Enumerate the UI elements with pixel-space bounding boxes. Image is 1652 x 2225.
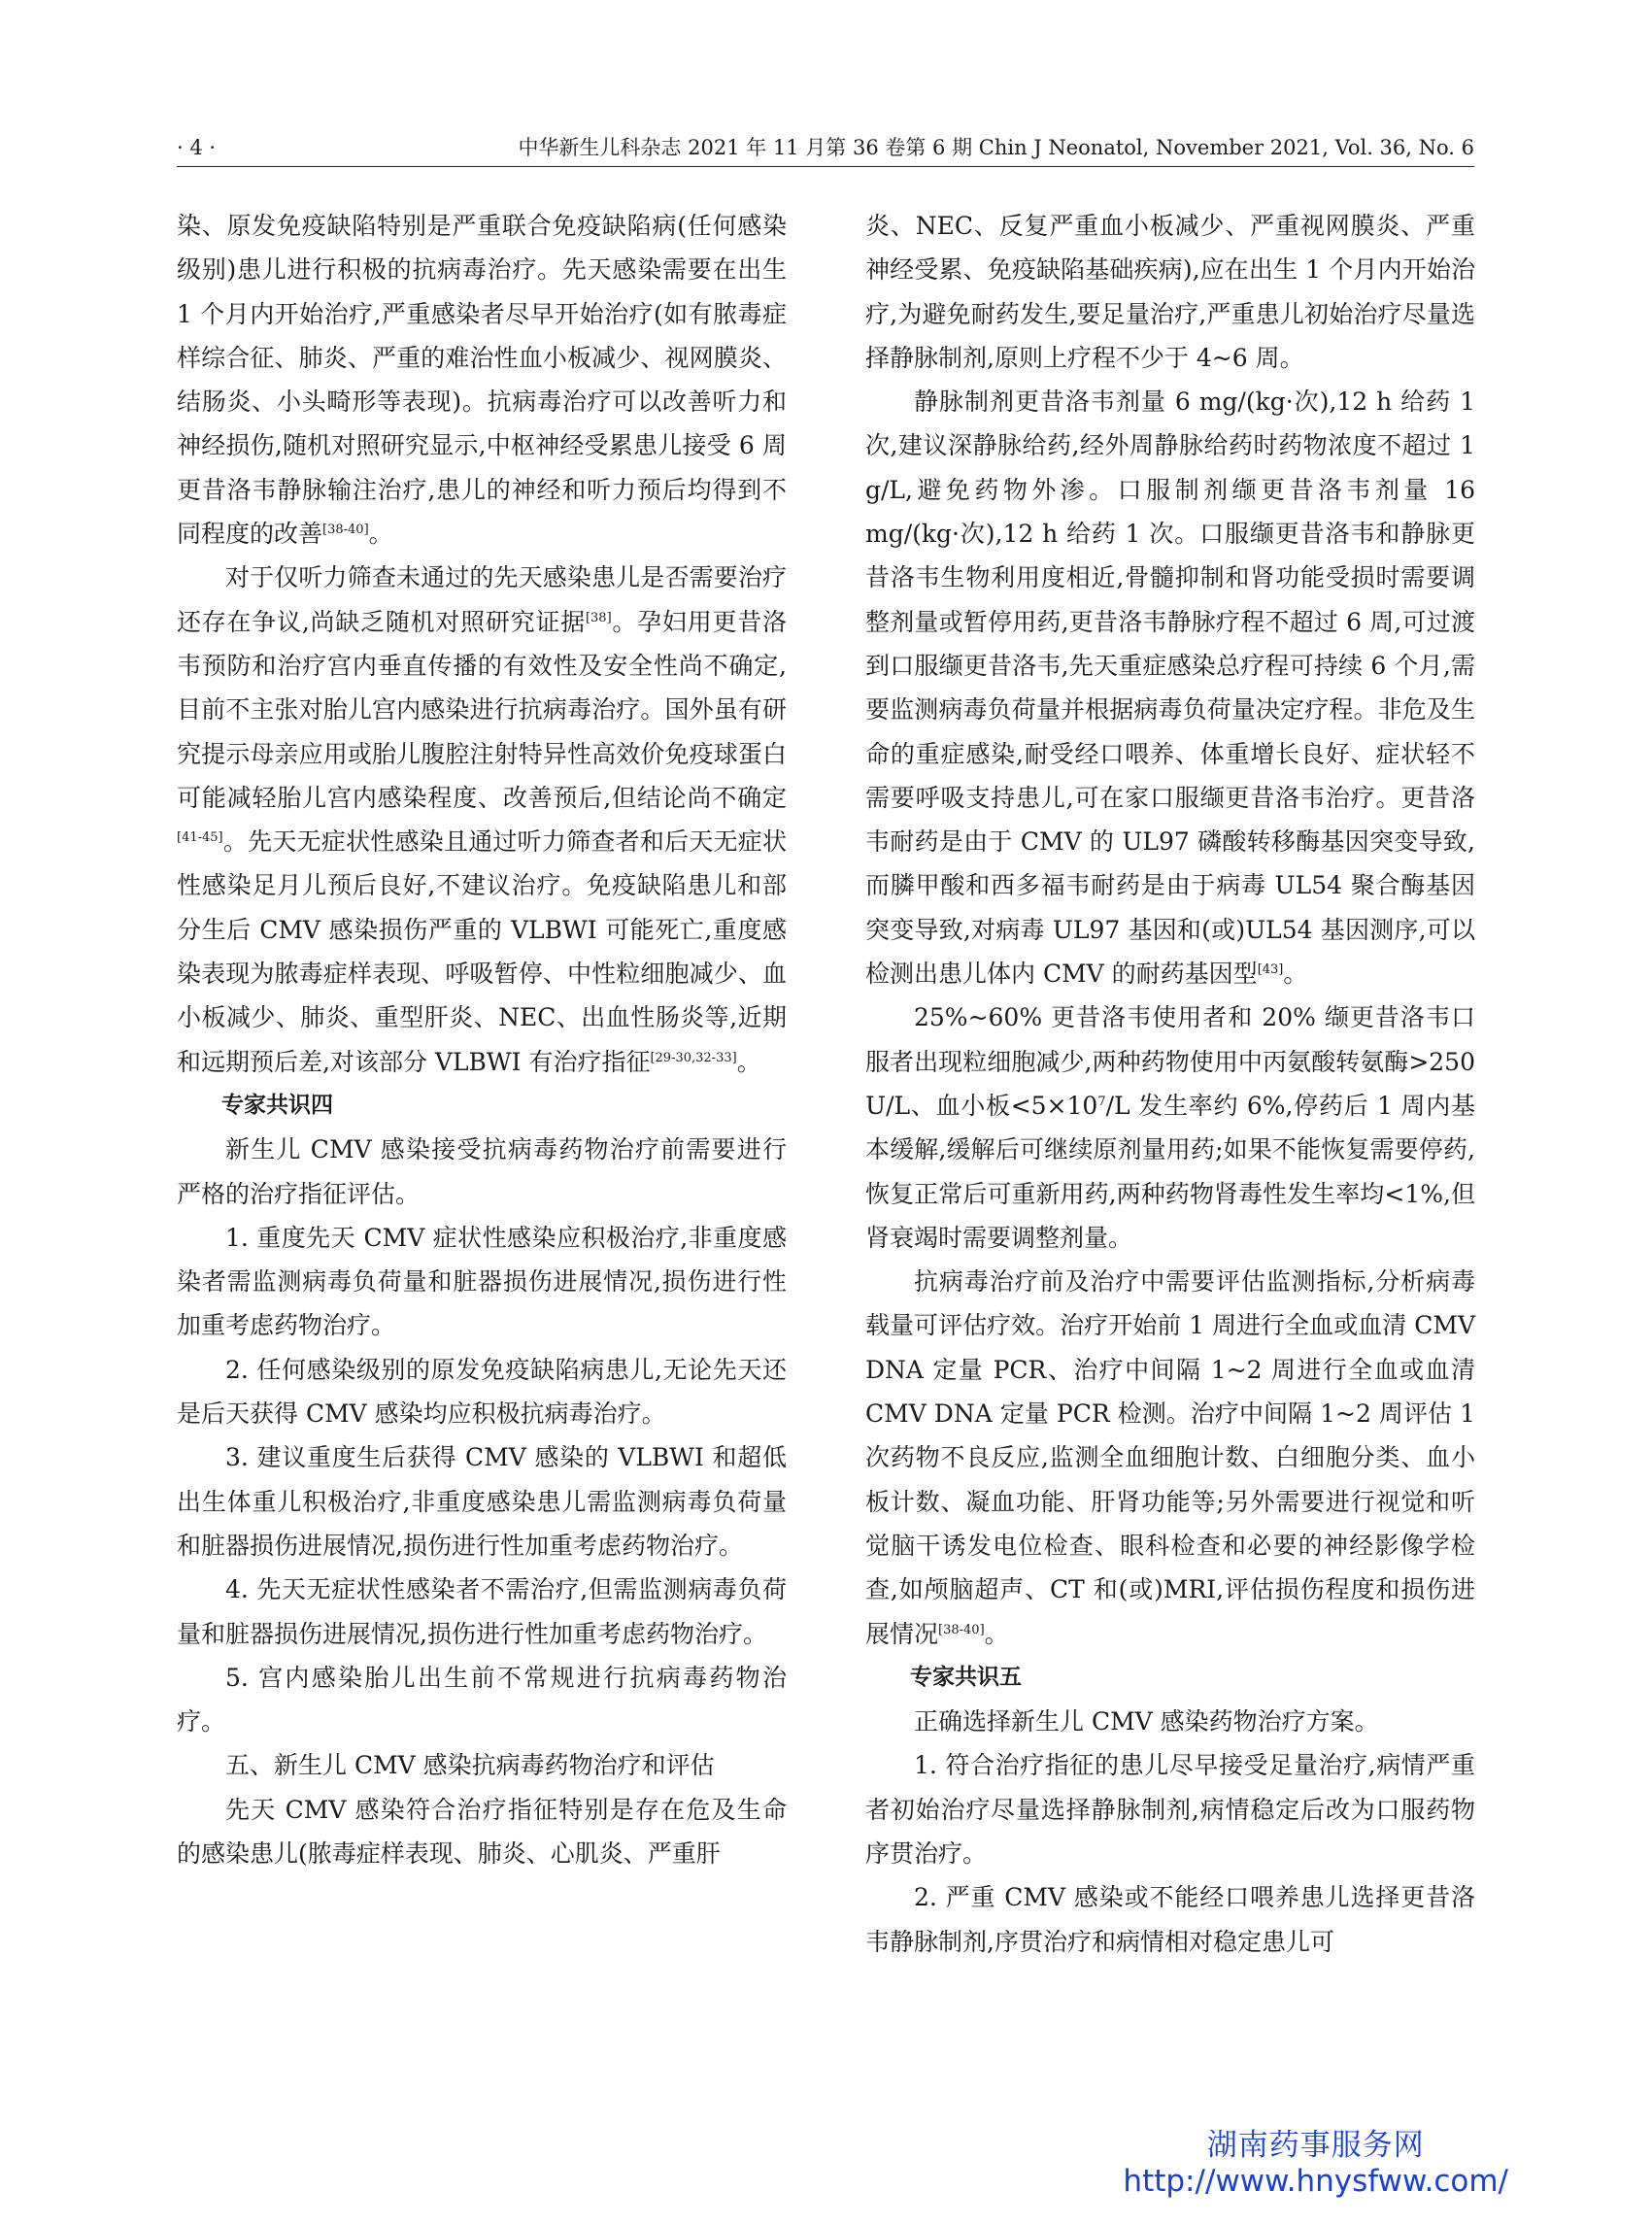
section-heading: 专家共识五 — [910, 1664, 1022, 1690]
page-number: · 4 · — [177, 136, 217, 159]
list-item: 2. 任何感染级别的原发免疫缺陷病患儿,无论先天还是后天获得 CMV 感染均应积极抗病毒治疗。 — [177, 1355, 787, 1429]
citation-ref: [43] — [1257, 962, 1284, 978]
section-heading: 专家共识四 — [221, 1092, 333, 1118]
paragraph: 25%~60% 更昔洛韦使用者和 20% 缬更昔洛韦口服者出现粒细胞减少,两种药物使用中丙氨酸转氨酶>250 U/L、血小板$<5\times 10^7/L$ 发生率约 6%,停药后 1 周内基本缓解,缓解后可继续原剂量用药;如果不能恢复需要停药,恢复正常后可重新用药,两种药物肾毒性发生率均<1%,但肾衰竭时需要调整剂量。 — [865, 1003, 1475, 1252]
paragraph: 正确选择新生儿 CMV 感染药物治疗方案。 — [914, 1707, 1379, 1736]
running-header — [177, 131, 1474, 167]
paragraph: 对于仅听力筛查未通过的先天感染患儿是否需要治疗还存在争议,尚缺乏随机对照研究证据[38]。孕妇用更昔洛韦预防和治疗宫内垂直传播的有效性及安全性尚不确定,目前不主张对胎儿宫内感染进行抗病毒治疗。国外虽有研究提示母亲应用或胎儿腹腔注射特异性高效价免疫球蛋白可能减轻胎儿宫内感染程度、改善预后,但结论尚不确定[41-45]。先天无症状性感染且通过听力筛查者和后天无症状性感染足月儿预后良好,不建议治疗。免疫缺陷患儿和部分生后 CMV 感染损伤严重的 VLBWI 可能死亡,重度感染表现为脓毒症样表现、呼吸暂停、中性粒细胞减少、血小板减少、肺炎、重型肝炎、NEC、出血性肠炎等,近期和远期预后差,对该部分 VLBWI 有治疗指征[29-30,32-33]。 — [177, 563, 787, 1076]
citation-ref: [29-30,32-33] — [650, 1050, 737, 1065]
left-column — [177, 204, 787, 1875]
list-item: 2. 严重 CMV 感染或不能经口喂养患儿选择更昔洛韦静脉制剂,序贯治疗和病情相对稳定患儿可 — [865, 1883, 1475, 1956]
list-item: 1. 重度先天 CMV 症状性感染应积极治疗,非重度感染者需监测病毒负荷量和脏器损伤进展情况,损伤进行性加重考虑药物治疗。 — [177, 1223, 787, 1340]
section-title: 五、新生儿 CMV 感染抗病毒药物治疗和评估 — [225, 1751, 715, 1780]
journal-citation: 中华新生儿科杂志 2021 年 11 月第 36 卷第 6 期 Chin J Neonatol, November 2021, Vol. 36, No. 6 — [518, 136, 1474, 159]
right-column — [865, 204, 1475, 1964]
list-item: 1. 符合治疗指征的患儿尽早接受足量治疗,病情严重者初始治疗尽量选择静脉制剂,病情稳定后改为口服药物序贯治疗。 — [865, 1751, 1475, 1868]
paragraph: 新生儿 CMV 感染接受抗病毒药物治疗前需要进行严格的治疗指征评估。 — [177, 1135, 787, 1208]
paragraph: 炎、NEC、反复严重血小板减少、严重视网膜炎、严重神经受累、免疫缺陷基础疾病),应在出生 1 个月内开始治疗,为避免耐药发生,要足量治疗,严重患儿初始治疗尽量选择静脉制剂,原则上疗程不少于 4~6 周。 — [865, 212, 1475, 372]
list-item: 5. 宫内感染胎儿出生前不常规进行抗病毒药物治疗。 — [177, 1663, 787, 1736]
watermark — [1123, 2127, 1508, 2199]
watermark-site-name: 湖南药事服务网 — [1206, 2128, 1425, 2163]
watermark-url: http://www.hnysfww.com/ — [1123, 2164, 1508, 2199]
paragraph: 抗病毒治疗前及治疗中需要评估监测指标,分析病毒载量可评估疗效。治疗开始前 1 周进行全血或血清 CMV DNA 定量 PCR、治疗中间隔 1~2 周进行全血或血清 CMV DNA 定量 PCR 检测。治疗中间隔 1~2 周评估 1 次药物不良反应,监测全血细胞计数、白细胞分类、血小板计数、凝血功能、肝肾功能等;另外需要进行视觉和听觉脑干诱发电位检查、眼科检查和必要的神经影像学检查,如颅脑超声、CT 和(或)MRI,评估损伤程度和损伤进展情况[38-40]。 — [865, 1267, 1475, 1648]
paragraph: 静脉制剂更昔洛韦剂量 6 mg/(kg·次),12 h 给药 1 次,建议深静脉给药,经外周静脉给药时药物浓度不超过 1 g/L,避免药物外渗。口服制剂缬更昔洛韦剂量 16 mg/(kg·次),12 h 给药 1 次。口服缬更昔洛韦和静脉更昔洛韦生物利用度相近,骨髓抑制和肾功能受损时需要调整剂量或暂停用药,更昔洛韦静脉疗程不超过 6 周,可过渡到口服缬更昔洛韦,先天重症感染总疗程可持续 6 个月,需要监测病毒负荷量并根据病毒负荷量决定疗程。非危及生命的重症感染,耐受经口喂养、体重增长良好、症状轻不需要呼吸支持患儿,可在家口服缬更昔洛韦治疗。更昔洛韦耐药是由于 CMV 的 UL97 磷酸转移酶基因突变导致,而膦甲酸和西多福韦耐药是由于病毒 UL54 聚合酶基因突变导致,对病毒 UL97 基因和(或)UL54 基因测序,可以检测出患儿体内 CMV 的耐药基因型[43]。 — [865, 388, 1475, 989]
citation-ref: [41-45] — [177, 830, 223, 846]
paragraph: 先天 CMV 感染符合治疗指征特别是存在危及生命的感染患儿(脓毒症样表现、肺炎、心肌炎、严重肝 — [177, 1795, 787, 1868]
citation-ref: [38-40] — [938, 1622, 985, 1637]
paragraph: 染、原发免疫缺陷特别是严重联合免疫缺陷病(任何感染级别)患儿进行积极的抗病毒治疗。先天感染需要在出生 1 个月内开始治疗,严重感染者尽早开始治疗(如有脓毒症样综合征、肺炎、严重的难治性血小板减少、视网膜炎、结肠炎、小头畸形等表现)。抗病毒治疗可以改善听力和神经损伤,随机对照研究显示,中枢神经受累患儿接受 6 周更昔洛韦静脉输注治疗,患儿的神经和听力预后均得到不同程度的改善[38-40]。 — [177, 212, 787, 549]
list-item: 3. 建议重度生后获得 CMV 感染的 VLBWI 和超低出生体重儿积极治疗,非重度感染患儿需监测病毒负荷量和脏器损伤进展情况,损伤进行性加重考虑药物治疗。 — [177, 1443, 787, 1560]
citation-ref: [38-40] — [322, 523, 369, 538]
list-item: 4. 先天无症状性感染者不需治疗,但需监测病毒负荷量和脏器损伤进展情况,损伤进行性加重考虑药物治疗。 — [177, 1575, 787, 1648]
superscript: 7 — [1097, 1094, 1106, 1109]
citation-ref: [38] — [585, 610, 612, 625]
